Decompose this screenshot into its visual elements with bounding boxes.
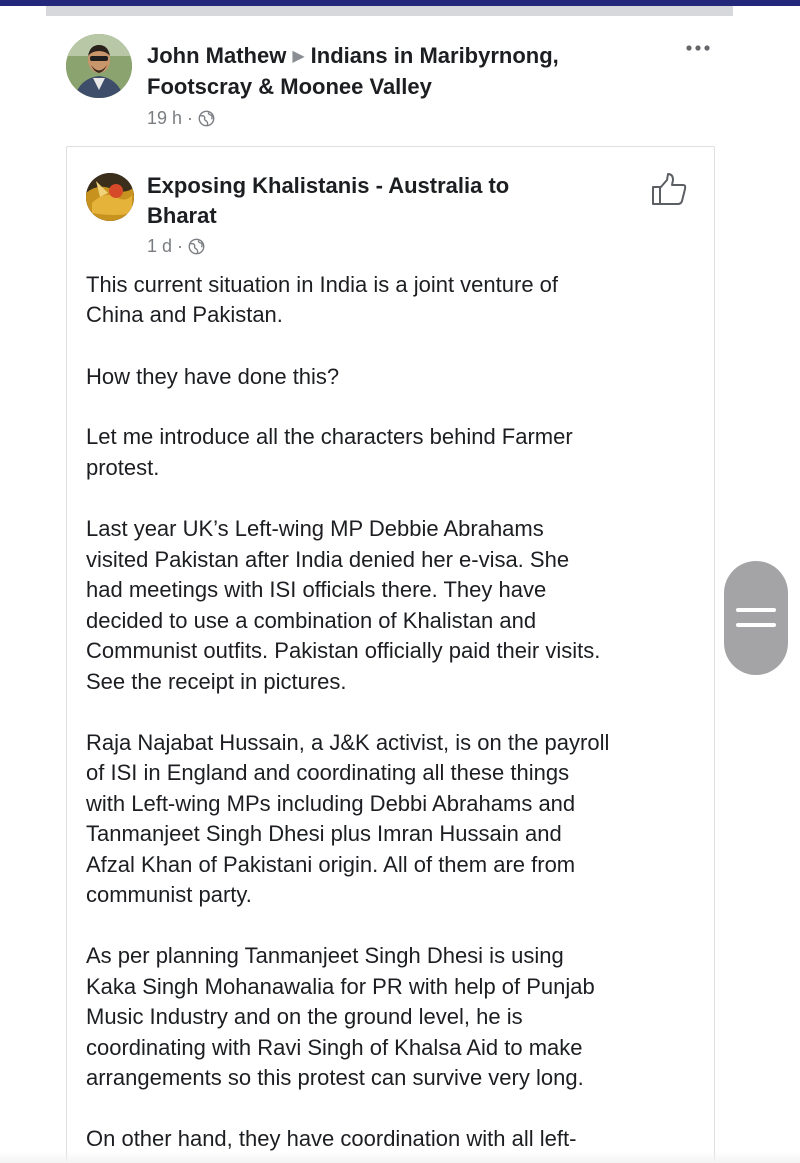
post-text-line: Afzal Khan of Pakistani origin. All of them are from [86,852,576,877]
post-text-line: of ISI in England and coordinating all these things [86,760,570,785]
post-text-line: Kaka Singh Mohanawalia for PR with help of Punjab [86,974,595,999]
page-name[interactable]: Exposing Khalistanis - Australia to [147,173,510,198]
post-text-line: As per planning Tanmanjeet Singh Dhesi is using [86,943,564,968]
page-name-continued[interactable]: Bharat [147,203,217,228]
group-name-continued[interactable]: Footscray & Moonee Valley [147,74,432,99]
post-text-line: China and Pakistan. [86,302,283,327]
post-text-line: Tanmanjeet Singh Dhesi plus Imran Hussain and [86,821,562,846]
arrow-right-icon: ▶ [292,48,305,65]
bottom-edge [0,1152,800,1163]
post-text-line: decided to use a combination of Khalistan and [86,608,537,633]
post-text-line: visited Pakistan after India denied her e-visa. She [86,547,570,572]
globe-icon [198,110,215,127]
author-avatar[interactable] [66,34,132,98]
handle-bar [736,608,776,612]
page-avatar[interactable] [86,173,134,221]
post-header [147,41,559,72]
post-text-line: Let me introduce all the characters behind Farmer [86,424,573,449]
author-name[interactable]: John Mathew [147,43,287,68]
post-text-line: Communist outfits. Pakistan officially paid their visits. [86,638,601,663]
globe-icon [188,238,205,255]
group-name[interactable]: Indians in Maribyrnong, [310,43,559,68]
handle-bar [736,623,776,627]
top-divider [46,6,733,16]
more-options-icon[interactable] [682,37,714,59]
post-meta [147,107,215,129]
thumbs-up-icon[interactable] [650,172,688,206]
post-text-line: This current situation in India is a joint venture of [86,272,559,297]
post-text-line: Last year UK’s Left-wing MP Debbie Abrahams [86,516,544,541]
post-text-line: How they have done this? [86,364,340,389]
post-text-line: See the receipt in pictures. [86,669,347,694]
shared-post-time[interactable]: 1 d · [147,236,184,256]
post-time[interactable]: 19 h · [147,108,194,128]
post-text-line: arrangements so this protest can survive very long. [86,1065,584,1090]
shared-post-meta [147,235,205,257]
scroll-handle[interactable] [724,561,788,675]
post-text-line: Music Industry and on the ground level, he is [86,1004,523,1029]
post-text-line: with Left-wing MPs including Debbi Abrahams and [86,791,576,816]
post-text-line: coordinating with Ravi Singh of Khalsa Aid to make [86,1035,583,1060]
post-text-line: Raja Najabat Hussain, a J&K activist, is on the payroll [86,730,610,755]
post-text-line: had meetings with ISI officials there. They have [86,577,547,602]
post-text-line: protest. [86,455,160,480]
post-text-line: On other hand, they have coordination with all left- [86,1126,577,1151]
post-text-line: communist party. [86,882,252,907]
